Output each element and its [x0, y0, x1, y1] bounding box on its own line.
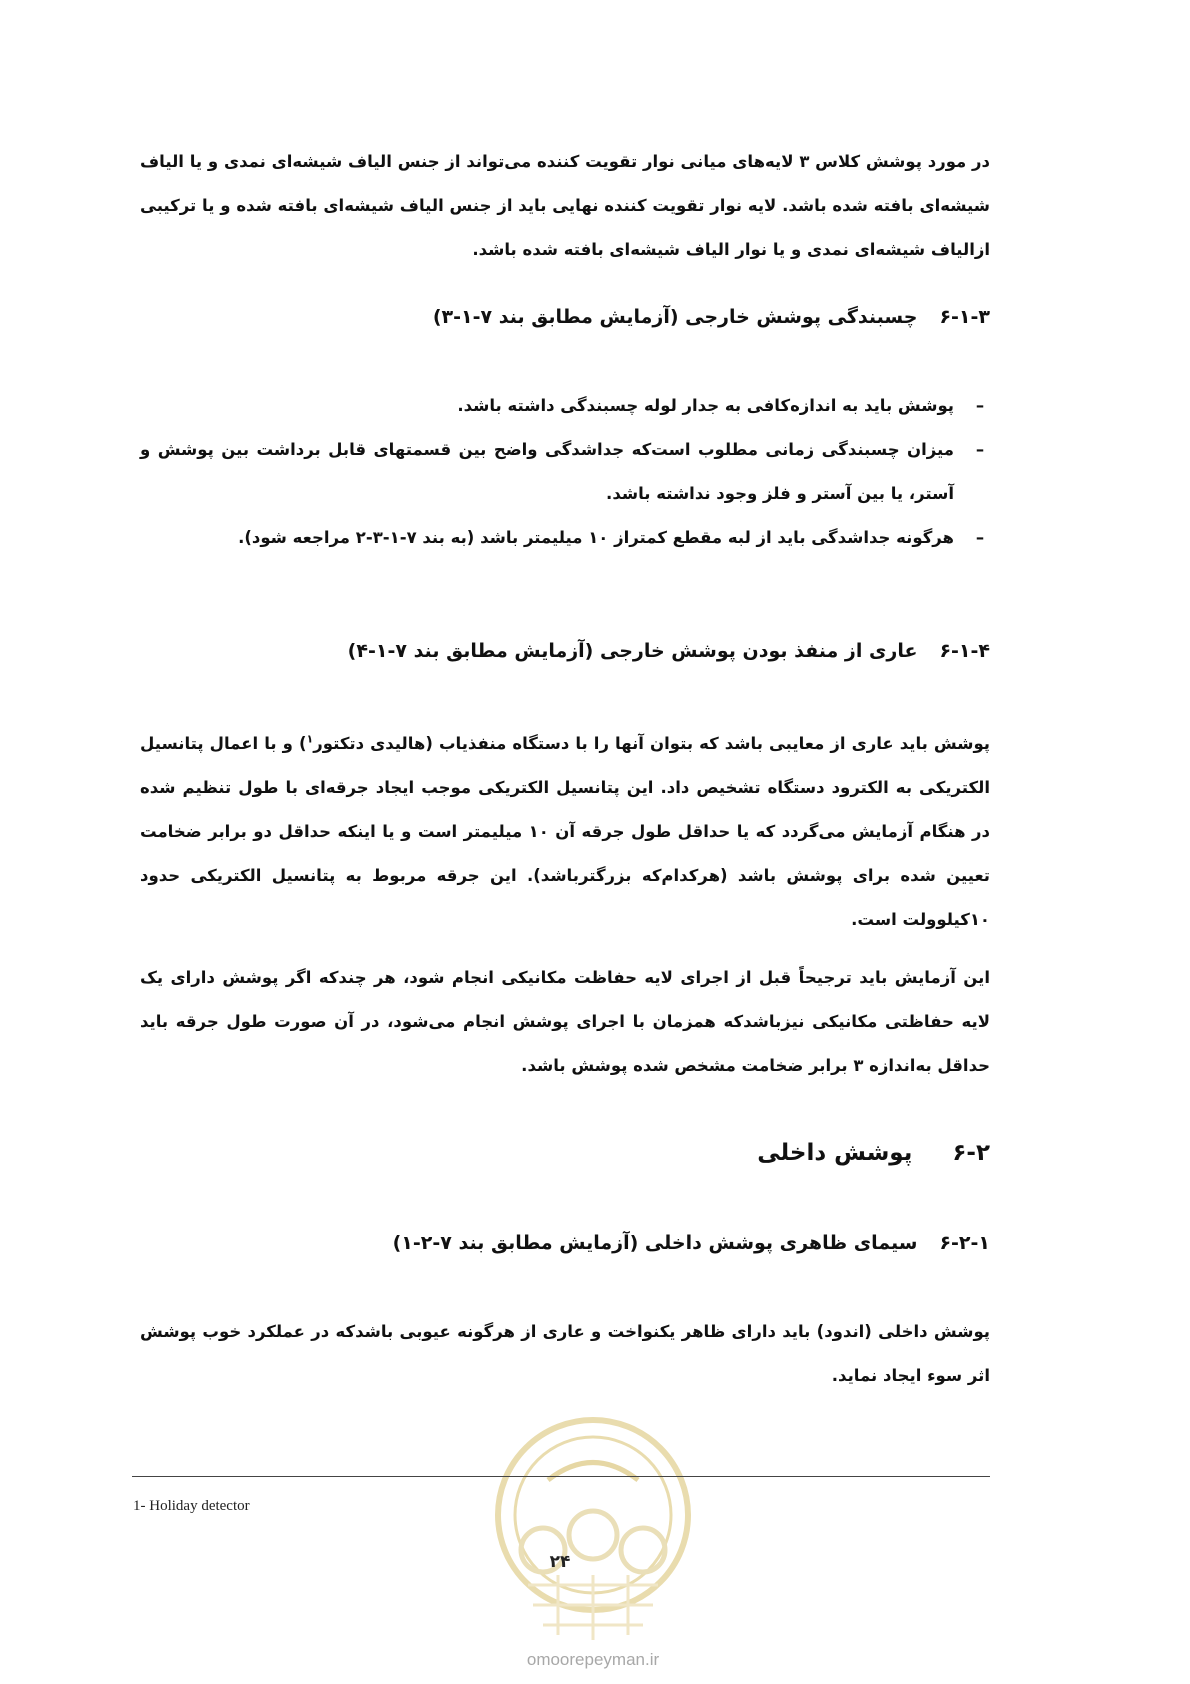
holiday-test-paragraph: پوشش باید عاری از معایبی باشد که بتوان آنها را با دستگاه منفذیاب (هالیدی دتکتور$^۱$) و با اعمال پتانسیل الکتریکی به الکترود دستگاه تشخیص داد. این پتانسیل الکتریکی موجب ایجاد جرقه‌ای با طول تنظیم شده در هنگام آزمایش می‌گردد که یا حداقل طول جرقه آن ۱۰ میلیمتر است و یا اینکه حداقل دو برابر ضخامت تعیین شده برای پوشش باشد (هرکدام‌که بزرگترباشد). این جرقه مربوط به پتانسیل الکتریکی حدود ۱۰کیلوولت است. — [140, 732, 991, 929]
section-title: پوشش داخلی — [757, 1140, 913, 1166]
footnote-separator — [132, 1476, 990, 1477]
list-item: – پوشش باید به اندازه‌کافی به جدار لوله چسبندگی داشته باشد. — [140, 384, 990, 428]
test-timing-paragraph: این آزمایش باید ترجیحاً قبل از اجرای لایه حفاظت مکانیکی انجام شود، هر چندکه اگر پوشش دارای یک لایه حفاظتی مکانیکی نیزباشدکه همزمان با اجرای پوشش انجام می‌شود، در آن صورت طول جرقه باید حداقل به‌اندازه ۳ برابر ضخامت مشخص شده پوشش باشد. — [140, 968, 990, 1075]
section-number: ۶-۱-۳ — [939, 306, 990, 328]
footnote-reference: ۱ — [306, 732, 314, 746]
adhesion-requirements-list — [140, 384, 990, 560]
section-number: ۶-۲-۱ — [939, 1232, 990, 1254]
footnote: 1- Holiday detector — [133, 1498, 250, 1514]
list-item: – هرگونه جداشدگی باید از لبه مقطع کمتراز ۱۰ میلیمتر باشد (به بند ۷-۱-۳-۲ مراجعه شود). — [140, 516, 990, 560]
section-6-1-4-heading — [140, 640, 990, 662]
watermark-url: omoorepeyman.ir — [526, 1650, 660, 1669]
dash-bullet-icon: – — [975, 528, 985, 547]
page-number: ۲۴ — [549, 1552, 571, 1572]
publisher-logo-watermark — [488, 1410, 698, 1650]
dash-bullet-icon: – — [975, 440, 985, 459]
dash-bullet-icon: – — [975, 396, 985, 415]
section-title: عاری از منفذ بودن پوشش خارجی (آزمایش مطابق بند ۷-۱-۴) — [347, 640, 918, 662]
internal-coating-paragraph: پوشش داخلی (اندود) باید دارای ظاهر یکنواخت و عاری از هرگونه عیوبی باشدکه در عملکرد خوب پوشش اثر سوء ایجاد نماید. — [140, 1322, 990, 1385]
section-6-2-1-heading — [140, 1232, 990, 1254]
section-6-2-heading — [140, 1140, 990, 1166]
intro-paragraph: در مورد پوشش کلاس ۳ لایه‌های میانی نوار تقویت کننده می‌تواند از جنس الیاف شیشه‌ای نمدی و یا الیاف شیشه‌ای بافته شده باشد. لایه نوار تقویت کننده نهایی باید از جنس الیاف شیشه‌ای بافته شده و یا ترکیبی ازالیاف شیشه‌ای نمدی و یا نوار الیاف شیشه‌ای بافته شده باشد. — [140, 152, 991, 259]
section-6-1-3-heading — [140, 306, 990, 328]
section-title: چسبندگی پوشش خارجی (آزمایش مطابق بند ۷-۱-۳) — [432, 306, 918, 328]
section-number: ۶-۱-۴ — [939, 640, 990, 662]
list-item: – میزان چسبندگی زمانی مطلوب است‌که جداشدگی واضح بین قسمتهای قابل برداشت بین پوشش و آستر، یا بین آستر و فلز وجود نداشته باشد. — [140, 428, 990, 516]
section-title: سیمای ظاهری پوشش داخلی (آزمایش مطابق بند ۷-۲-۱) — [392, 1232, 918, 1254]
section-number: ۶-۲ — [952, 1140, 990, 1166]
